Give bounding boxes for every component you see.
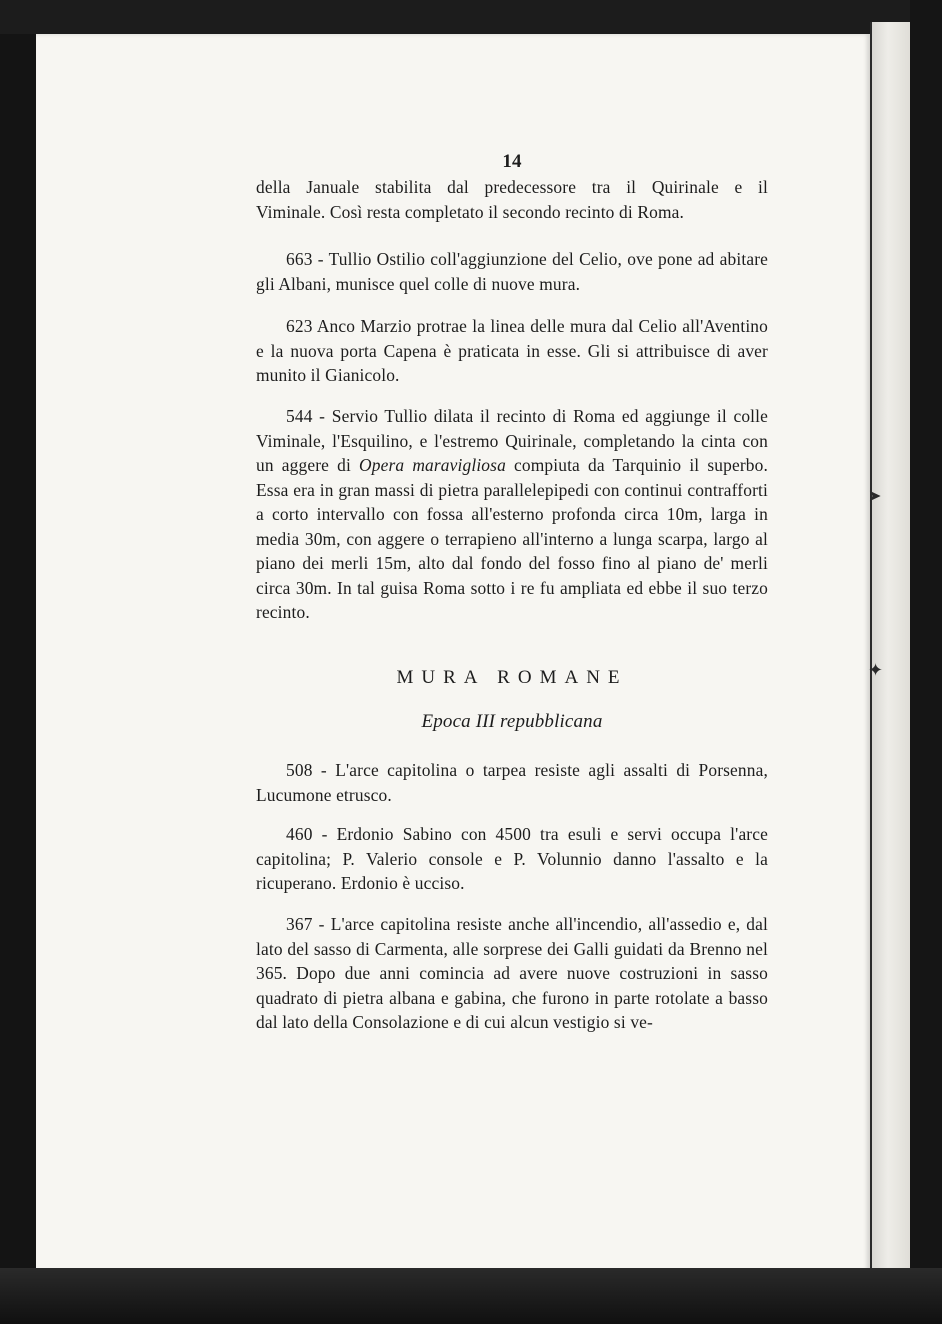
- entry-544-italic: Opera maravigliosa: [359, 455, 506, 475]
- entry-544: [256, 404, 768, 625]
- next-page-edge: [870, 22, 912, 1272]
- entry-544-part-a: 544 - Servio Tullio dilata il recinto di Roma ed aggiunge il colle Viminale, l'Esquilino, e l'estremo Quirinale, completando la cinta con un aggere di: [256, 406, 768, 475]
- scan-frame-right: [910, 0, 942, 1324]
- entry-508: [256, 758, 768, 807]
- entry-544-part-b: compiuta da Tarquinio il superbo. Essa era in gran massi di pietra parallelepipedi con continui contrafforti a corto intervallo con fossa all'esterno profonda circa 10m, larga in media 30m, con aggere o terrapieno all'interno a lunga scarpa, largo al piano dei merli 15m, alto dal fondo del fosso fino al piano de' merli circa 30m. In tal guisa Roma sotto i re fu ampliata ed ebbe il suo terzo recinto.: [256, 455, 768, 622]
- section-subheading: Epoca III repubblicana: [421, 711, 603, 732]
- intro-line-2: Viminale. Così resta completato il secondo recinto di Roma.: [256, 201, 684, 222]
- entry-367-text: 367 - L'arce capitolina resiste anche all'incendio, all'assedio e, dal lato del sasso di Carmenta, alle sorprese dei Galli guidati da Brenno nel 365. Dopo due anni comincia ad avere nuove costruzioni in sasso quadrato di pietra albana e gabina, che furono in parte rotolate a basso dal lato della Consolazione e di cui alcun vestigio si ve-: [256, 914, 768, 1032]
- scan-frame-bottom: [0, 1268, 942, 1324]
- entry-663-text: 663 - Tullio Ostilio coll'aggiunzione del Celio, ove pone ad abitare gli Albani, munisce quel colle di nuove mura.: [256, 249, 768, 294]
- page-number: 14: [502, 151, 522, 172]
- intro-paragraph: [256, 175, 768, 224]
- entry-508-text: 508 - L'arce capitolina o tarpea resiste agli assalti di Porsenna, Lucumone etrusco.: [256, 760, 768, 805]
- margin-mark-arrow: ➤: [868, 488, 882, 505]
- margin-mark-star: ✦: [868, 660, 884, 680]
- intro-line-1: della Januale stabilita dal predecessore tra il Quirinale e il: [256, 177, 768, 197]
- scan-frame-top: [0, 0, 942, 34]
- entry-460: [256, 822, 768, 896]
- entry-623: [256, 314, 768, 388]
- entry-367: [256, 912, 768, 1035]
- section-heading: MURA ROMANE: [396, 667, 628, 688]
- entry-544-text: [256, 404, 768, 625]
- entry-460-text: 460 - Erdonio Sabino con 4500 tra esuli e servi occupa l'arce capitolina; P. Valerio console e P. Volunnio danno l'assalto e la ricuperano. Erdonio è ucciso.: [256, 824, 768, 893]
- entry-663: [256, 247, 768, 296]
- entry-623-text: 623 Anco Marzio protrae la linea delle mura dal Celio all'Aventino e la nuova porta Capena è praticata in esse. Gli si attribuisce di aver munito il Gianicolo.: [256, 316, 768, 385]
